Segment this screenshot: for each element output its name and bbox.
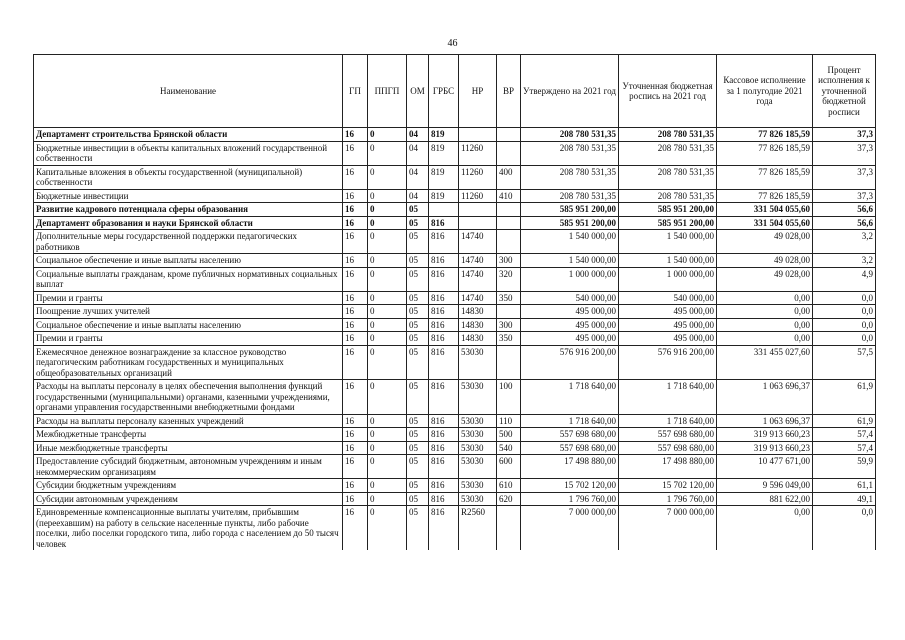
cell-percent: 37,3 bbox=[813, 189, 876, 203]
cell-name: Развитие кадрового потенциала сферы образования bbox=[34, 203, 343, 217]
cell-refined: 17 498 880,00 bbox=[619, 455, 717, 479]
cell-percent: 0,0 bbox=[813, 305, 876, 319]
table-row bbox=[34, 128, 876, 142]
cell-gp: 16 bbox=[343, 318, 368, 332]
cell-om: 05 bbox=[407, 345, 429, 380]
cell-om: 05 bbox=[407, 332, 429, 346]
cell-gp: 16 bbox=[343, 428, 368, 442]
cell-ppgp: 0 bbox=[368, 332, 407, 346]
cell-ppgp: 0 bbox=[368, 203, 407, 217]
cell-om: 05 bbox=[407, 254, 429, 268]
cell-grbs: 819 bbox=[429, 141, 459, 165]
cell-vr: 410 bbox=[497, 189, 521, 203]
cell-vr: 540 bbox=[497, 441, 521, 455]
cell-ppgp: 0 bbox=[368, 441, 407, 455]
cell-ppgp: 0 bbox=[368, 216, 407, 230]
cell-om: 05 bbox=[407, 216, 429, 230]
cell-gp: 16 bbox=[343, 267, 368, 291]
cell-ppgp: 0 bbox=[368, 141, 407, 165]
cell-refined: 208 780 531,35 bbox=[619, 189, 717, 203]
cell-vr: 350 bbox=[497, 291, 521, 305]
cell-vr: 610 bbox=[497, 479, 521, 493]
header-grbs: ГРБС bbox=[429, 55, 459, 128]
cell-percent: 0,0 bbox=[813, 332, 876, 346]
cell-ppgp: 0 bbox=[368, 165, 407, 189]
cell-percent: 37,3 bbox=[813, 165, 876, 189]
cell-np: 14830 bbox=[459, 332, 497, 346]
cell-gp: 16 bbox=[343, 492, 368, 506]
cell-approved: 208 780 531,35 bbox=[521, 189, 619, 203]
cell-om: 05 bbox=[407, 267, 429, 291]
cell-grbs bbox=[429, 203, 459, 217]
cell-np bbox=[459, 216, 497, 230]
cell-refined: 540 000,00 bbox=[619, 291, 717, 305]
cell-grbs: 816 bbox=[429, 428, 459, 442]
table-row bbox=[34, 203, 876, 217]
cell-np: 14740 bbox=[459, 254, 497, 268]
cell-vr bbox=[497, 216, 521, 230]
cell-ppgp: 0 bbox=[368, 414, 407, 428]
cell-grbs: 816 bbox=[429, 332, 459, 346]
cell-om: 05 bbox=[407, 428, 429, 442]
cell-gp: 16 bbox=[343, 441, 368, 455]
cell-approved: 1 796 760,00 bbox=[521, 492, 619, 506]
cell-cash: 331 504 055,60 bbox=[717, 216, 813, 230]
cell-refined: 585 951 200,00 bbox=[619, 216, 717, 230]
cell-grbs: 816 bbox=[429, 455, 459, 479]
cell-approved: 557 698 680,00 bbox=[521, 441, 619, 455]
cell-approved: 540 000,00 bbox=[521, 291, 619, 305]
cell-approved: 1 718 640,00 bbox=[521, 380, 619, 415]
cell-gp: 16 bbox=[343, 141, 368, 165]
cell-cash: 319 913 660,23 bbox=[717, 441, 813, 455]
cell-approved: 495 000,00 bbox=[521, 332, 619, 346]
cell-refined: 7 000 000,00 bbox=[619, 506, 717, 551]
table-row bbox=[34, 267, 876, 291]
cell-name: Социальное обеспечение и иные выплаты населению bbox=[34, 318, 343, 332]
cell-np: R2560 bbox=[459, 506, 497, 551]
cell-gp: 16 bbox=[343, 291, 368, 305]
cell-om: 04 bbox=[407, 128, 429, 142]
cell-approved: 1 718 640,00 bbox=[521, 414, 619, 428]
header-gp: ГП bbox=[343, 55, 368, 128]
cell-gp: 16 bbox=[343, 332, 368, 346]
cell-approved: 495 000,00 bbox=[521, 318, 619, 332]
cell-gp: 16 bbox=[343, 165, 368, 189]
cell-approved: 208 780 531,35 bbox=[521, 165, 619, 189]
cell-np: 11260 bbox=[459, 165, 497, 189]
table-row bbox=[34, 380, 876, 415]
cell-percent: 49,1 bbox=[813, 492, 876, 506]
table-row bbox=[34, 318, 876, 332]
cell-percent: 61,9 bbox=[813, 414, 876, 428]
cell-gp: 16 bbox=[343, 128, 368, 142]
cell-name: Капитальные вложения в объекты государственной (муниципальной) собственности bbox=[34, 165, 343, 189]
cell-percent: 0,0 bbox=[813, 291, 876, 305]
cell-approved: 1 540 000,00 bbox=[521, 254, 619, 268]
header-np: НР bbox=[459, 55, 497, 128]
cell-grbs: 816 bbox=[429, 291, 459, 305]
header-refined: Уточненная бюджетная роспись на 2021 год bbox=[619, 55, 717, 128]
cell-om: 05 bbox=[407, 414, 429, 428]
cell-name: Социальное обеспечение и иные выплаты населению bbox=[34, 254, 343, 268]
cell-name: Премии и гранты bbox=[34, 291, 343, 305]
cell-refined: 1 540 000,00 bbox=[619, 254, 717, 268]
cell-om: 05 bbox=[407, 479, 429, 493]
cell-approved: 17 498 880,00 bbox=[521, 455, 619, 479]
cell-percent: 4,9 bbox=[813, 267, 876, 291]
cell-vr bbox=[497, 506, 521, 551]
cell-name: Расходы на выплаты персоналу казенных учреждений bbox=[34, 414, 343, 428]
cell-vr: 100 bbox=[497, 380, 521, 415]
cell-om: 05 bbox=[407, 203, 429, 217]
cell-cash: 331 455 027,60 bbox=[717, 345, 813, 380]
cell-name: Ежемесячное денежное вознаграждение за классное руководство педагогическим работникам государственных и муниципальных общеобразовательных организаций bbox=[34, 345, 343, 380]
cell-vr bbox=[497, 230, 521, 254]
cell-vr: 110 bbox=[497, 414, 521, 428]
cell-refined: 557 698 680,00 bbox=[619, 428, 717, 442]
table-row bbox=[34, 230, 876, 254]
cell-cash: 1 063 696,37 bbox=[717, 414, 813, 428]
cell-cash: 9 596 049,00 bbox=[717, 479, 813, 493]
cell-np: 53030 bbox=[459, 414, 497, 428]
cell-refined: 585 951 200,00 bbox=[619, 203, 717, 217]
cell-gp: 16 bbox=[343, 216, 368, 230]
cell-np: 53030 bbox=[459, 492, 497, 506]
cell-approved: 7 000 000,00 bbox=[521, 506, 619, 551]
cell-refined: 1 540 000,00 bbox=[619, 230, 717, 254]
cell-ppgp: 0 bbox=[368, 291, 407, 305]
cell-percent: 56,6 bbox=[813, 203, 876, 217]
cell-om: 05 bbox=[407, 455, 429, 479]
cell-om: 04 bbox=[407, 189, 429, 203]
cell-np: 11260 bbox=[459, 189, 497, 203]
cell-gp: 16 bbox=[343, 455, 368, 479]
cell-approved: 208 780 531,35 bbox=[521, 141, 619, 165]
cell-grbs: 816 bbox=[429, 267, 459, 291]
cell-grbs: 816 bbox=[429, 506, 459, 551]
cell-om: 04 bbox=[407, 165, 429, 189]
table-row bbox=[34, 479, 876, 493]
header-om: ОМ bbox=[407, 55, 429, 128]
cell-name: Расходы на выплаты персоналу в целях обеспечения выполнения функций государственными (муниципальными) органами, казенными учреждениями, органами управления государственными внебюджетными фондами bbox=[34, 380, 343, 415]
cell-np: 14740 bbox=[459, 230, 497, 254]
cell-cash: 77 826 185,59 bbox=[717, 165, 813, 189]
cell-ppgp: 0 bbox=[368, 230, 407, 254]
cell-ppgp: 0 bbox=[368, 380, 407, 415]
cell-approved: 576 916 200,00 bbox=[521, 345, 619, 380]
cell-cash: 49 028,00 bbox=[717, 254, 813, 268]
table-row bbox=[34, 345, 876, 380]
cell-name: Бюджетные инвестиции bbox=[34, 189, 343, 203]
cell-percent: 57,5 bbox=[813, 345, 876, 380]
table-row bbox=[34, 141, 876, 165]
cell-vr: 350 bbox=[497, 332, 521, 346]
table-row bbox=[34, 216, 876, 230]
table-row bbox=[34, 189, 876, 203]
cell-vr: 300 bbox=[497, 254, 521, 268]
cell-refined: 557 698 680,00 bbox=[619, 441, 717, 455]
table-row bbox=[34, 506, 876, 551]
cell-grbs: 816 bbox=[429, 230, 459, 254]
cell-vr: 300 bbox=[497, 318, 521, 332]
cell-gp: 16 bbox=[343, 203, 368, 217]
cell-approved: 585 951 200,00 bbox=[521, 216, 619, 230]
cell-grbs: 819 bbox=[429, 189, 459, 203]
cell-refined: 1 718 640,00 bbox=[619, 380, 717, 415]
cell-name: Премии и гранты bbox=[34, 332, 343, 346]
cell-vr bbox=[497, 141, 521, 165]
cell-cash: 77 826 185,59 bbox=[717, 189, 813, 203]
cell-ppgp: 0 bbox=[368, 428, 407, 442]
cell-np: 53030 bbox=[459, 428, 497, 442]
cell-om: 05 bbox=[407, 318, 429, 332]
header-ppgp: ППГП bbox=[368, 55, 407, 128]
cell-refined: 495 000,00 bbox=[619, 305, 717, 319]
cell-cash: 0,00 bbox=[717, 506, 813, 551]
cell-approved: 585 951 200,00 bbox=[521, 203, 619, 217]
table-row bbox=[34, 254, 876, 268]
cell-cash: 77 826 185,59 bbox=[717, 141, 813, 165]
header-vr: ВР bbox=[497, 55, 521, 128]
cell-percent: 0,0 bbox=[813, 318, 876, 332]
cell-percent: 59,9 bbox=[813, 455, 876, 479]
cell-name: Единовременные компенсационные выплаты учителям, прибывшим (переехавшим) на работу в сельские населенные пункты, либо рабочие поселки, либо поселки городского типа, либо города с населением до 50 тысяч человек bbox=[34, 506, 343, 551]
cell-ppgp: 0 bbox=[368, 479, 407, 493]
cell-name: Межбюджетные трансферты bbox=[34, 428, 343, 442]
cell-ppgp: 0 bbox=[368, 492, 407, 506]
cell-ppgp: 0 bbox=[368, 189, 407, 203]
cell-approved: 15 702 120,00 bbox=[521, 479, 619, 493]
cell-vr bbox=[497, 305, 521, 319]
cell-refined: 1 718 640,00 bbox=[619, 414, 717, 428]
table-body bbox=[34, 128, 876, 551]
cell-approved: 1 540 000,00 bbox=[521, 230, 619, 254]
cell-grbs: 819 bbox=[429, 165, 459, 189]
cell-gp: 16 bbox=[343, 414, 368, 428]
cell-grbs: 816 bbox=[429, 305, 459, 319]
cell-om: 05 bbox=[407, 492, 429, 506]
cell-percent: 3,2 bbox=[813, 230, 876, 254]
cell-cash: 319 913 660,23 bbox=[717, 428, 813, 442]
header-name: Наименование bbox=[34, 55, 343, 128]
cell-name: Предоставление субсидий бюджетным, автономным учреждениям и иным некоммерческим организациям bbox=[34, 455, 343, 479]
cell-percent: 57,4 bbox=[813, 428, 876, 442]
table-header-row bbox=[34, 55, 876, 128]
cell-gp: 16 bbox=[343, 345, 368, 380]
cell-vr: 320 bbox=[497, 267, 521, 291]
cell-np: 53030 bbox=[459, 345, 497, 380]
cell-grbs: 816 bbox=[429, 254, 459, 268]
cell-cash: 331 504 055,60 bbox=[717, 203, 813, 217]
cell-refined: 495 000,00 bbox=[619, 318, 717, 332]
cell-vr: 600 bbox=[497, 455, 521, 479]
cell-name: Департамент строительства Брянской области bbox=[34, 128, 343, 142]
cell-np: 14740 bbox=[459, 291, 497, 305]
cell-name: Субсидии автономным учреждениям bbox=[34, 492, 343, 506]
cell-approved: 1 000 000,00 bbox=[521, 267, 619, 291]
cell-np: 53030 bbox=[459, 455, 497, 479]
table-row bbox=[34, 492, 876, 506]
cell-percent: 37,3 bbox=[813, 141, 876, 165]
cell-percent: 0,0 bbox=[813, 506, 876, 551]
cell-cash: 49 028,00 bbox=[717, 267, 813, 291]
cell-gp: 16 bbox=[343, 189, 368, 203]
cell-grbs: 816 bbox=[429, 492, 459, 506]
cell-ppgp: 0 bbox=[368, 254, 407, 268]
cell-np: 53030 bbox=[459, 380, 497, 415]
cell-percent: 61,1 bbox=[813, 479, 876, 493]
cell-om: 04 bbox=[407, 141, 429, 165]
cell-ppgp: 0 bbox=[368, 506, 407, 551]
cell-om: 05 bbox=[407, 380, 429, 415]
cell-name: Социальные выплаты гражданам, кроме публичных нормативных социальных выплат bbox=[34, 267, 343, 291]
cell-grbs: 816 bbox=[429, 414, 459, 428]
cell-name: Департамент образования и науки Брянской области bbox=[34, 216, 343, 230]
cell-vr bbox=[497, 128, 521, 142]
table-row bbox=[34, 455, 876, 479]
cell-np: 14740 bbox=[459, 267, 497, 291]
cell-ppgp: 0 bbox=[368, 345, 407, 380]
cell-cash: 10 477 671,00 bbox=[717, 455, 813, 479]
cell-np: 53030 bbox=[459, 479, 497, 493]
cell-refined: 208 780 531,35 bbox=[619, 165, 717, 189]
cell-cash: 0,00 bbox=[717, 305, 813, 319]
cell-vr: 400 bbox=[497, 165, 521, 189]
cell-ppgp: 0 bbox=[368, 318, 407, 332]
cell-gp: 16 bbox=[343, 254, 368, 268]
cell-cash: 881 622,00 bbox=[717, 492, 813, 506]
cell-vr bbox=[497, 203, 521, 217]
cell-percent: 57,4 bbox=[813, 441, 876, 455]
table-row bbox=[34, 414, 876, 428]
cell-np: 14830 bbox=[459, 305, 497, 319]
cell-gp: 16 bbox=[343, 230, 368, 254]
cell-cash: 0,00 bbox=[717, 291, 813, 305]
cell-grbs: 816 bbox=[429, 318, 459, 332]
cell-vr: 500 bbox=[497, 428, 521, 442]
cell-cash: 49 028,00 bbox=[717, 230, 813, 254]
cell-approved: 495 000,00 bbox=[521, 305, 619, 319]
cell-name: Субсидии бюджетным учреждениям bbox=[34, 479, 343, 493]
cell-refined: 15 702 120,00 bbox=[619, 479, 717, 493]
cell-percent: 61,9 bbox=[813, 380, 876, 415]
cell-percent: 3,2 bbox=[813, 254, 876, 268]
cell-cash: 0,00 bbox=[717, 318, 813, 332]
cell-gp: 16 bbox=[343, 479, 368, 493]
cell-grbs: 819 bbox=[429, 128, 459, 142]
cell-gp: 16 bbox=[343, 380, 368, 415]
cell-ppgp: 0 bbox=[368, 267, 407, 291]
cell-om: 05 bbox=[407, 506, 429, 551]
cell-gp: 16 bbox=[343, 506, 368, 551]
cell-grbs: 816 bbox=[429, 441, 459, 455]
cell-grbs: 816 bbox=[429, 345, 459, 380]
cell-np: 53030 bbox=[459, 441, 497, 455]
cell-refined: 1 796 760,00 bbox=[619, 492, 717, 506]
table-row bbox=[34, 305, 876, 319]
cell-om: 05 bbox=[407, 230, 429, 254]
cell-name: Иные межбюджетные трансферты bbox=[34, 441, 343, 455]
cell-name: Поощрение лучших учителей bbox=[34, 305, 343, 319]
cell-refined: 576 916 200,00 bbox=[619, 345, 717, 380]
cell-ppgp: 0 bbox=[368, 128, 407, 142]
header-cash: Кассовое исполнение за 1 полугодие 2021 года bbox=[717, 55, 813, 128]
cell-grbs: 816 bbox=[429, 216, 459, 230]
cell-refined: 208 780 531,35 bbox=[619, 141, 717, 165]
cell-grbs: 816 bbox=[429, 479, 459, 493]
cell-refined: 208 780 531,35 bbox=[619, 128, 717, 142]
table-row bbox=[34, 441, 876, 455]
page-number: 46 bbox=[447, 38, 458, 49]
cell-om: 05 bbox=[407, 305, 429, 319]
header-approved: Утверждено на 2021 год bbox=[521, 55, 619, 128]
header-percent: Процент исполнения к уточненной бюджетной росписи bbox=[813, 55, 876, 128]
cell-np bbox=[459, 128, 497, 142]
cell-np: 11260 bbox=[459, 141, 497, 165]
cell-percent: 37,3 bbox=[813, 128, 876, 142]
cell-approved: 557 698 680,00 bbox=[521, 428, 619, 442]
cell-om: 05 bbox=[407, 291, 429, 305]
cell-approved: 208 780 531,35 bbox=[521, 128, 619, 142]
cell-grbs: 816 bbox=[429, 380, 459, 415]
cell-percent: 56,6 bbox=[813, 216, 876, 230]
table-row bbox=[34, 332, 876, 346]
cell-cash: 77 826 185,59 bbox=[717, 128, 813, 142]
cell-vr: 620 bbox=[497, 492, 521, 506]
budget-table bbox=[33, 54, 876, 550]
cell-name: Дополнительные меры государственной поддержки педагогических работников bbox=[34, 230, 343, 254]
cell-ppgp: 0 bbox=[368, 305, 407, 319]
cell-name: Бюджетные инвестиции в объекты капитальных вложений государственной собственности bbox=[34, 141, 343, 165]
cell-vr bbox=[497, 345, 521, 380]
cell-ppgp: 0 bbox=[368, 455, 407, 479]
cell-cash: 0,00 bbox=[717, 332, 813, 346]
cell-gp: 16 bbox=[343, 305, 368, 319]
cell-np: 14830 bbox=[459, 318, 497, 332]
cell-om: 05 bbox=[407, 441, 429, 455]
cell-refined: 1 000 000,00 bbox=[619, 267, 717, 291]
table-row bbox=[34, 165, 876, 189]
cell-cash: 1 063 696,37 bbox=[717, 380, 813, 415]
cell-refined: 495 000,00 bbox=[619, 332, 717, 346]
table-row bbox=[34, 291, 876, 305]
table-row bbox=[34, 428, 876, 442]
cell-np bbox=[459, 203, 497, 217]
